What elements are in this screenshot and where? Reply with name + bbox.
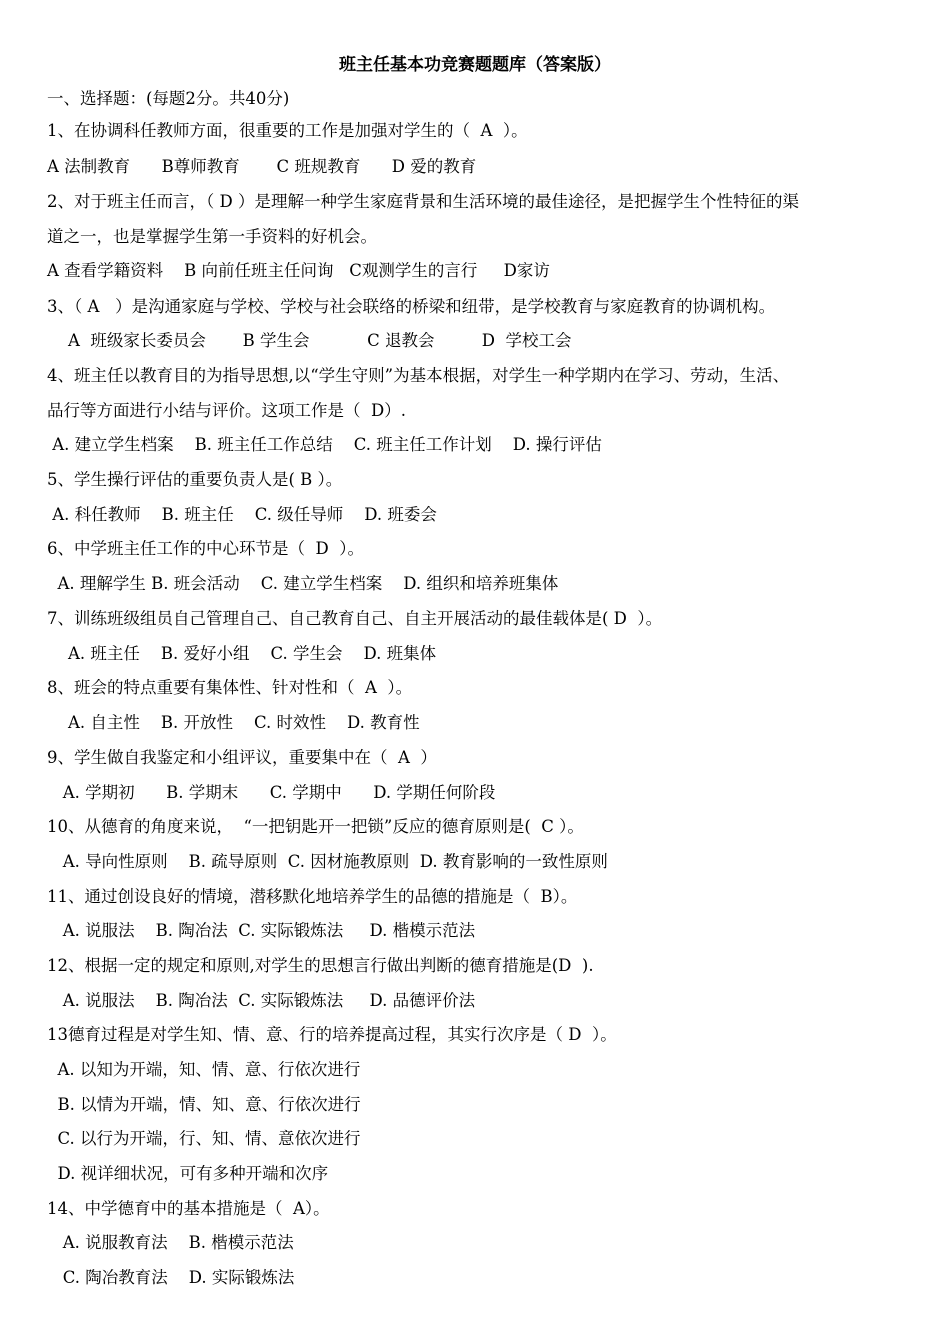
document-line: A. 建立学生档案 B. 班主任工作总结 C. 班主任工作计划 D. 操行评估 — [47, 435, 602, 454]
document-line: 12、根据一定的规定和原则,对学生的思想言行做出判断的德育措施是(D ). — [47, 956, 594, 975]
document-line: A. 班主任 B. 爱好小组 C. 学生会 D. 班集体 — [47, 644, 437, 663]
document-line: A. 说服法 B. 陶冶法 C. 实际锻炼法 D. 品德评价法 — [47, 991, 476, 1010]
document-line: 11、通过创设良好的情境，潜移默化地培养学生的品德的措施是（ B）。 — [47, 887, 578, 906]
document-line: 2、对于班主任而言，（ D ）是理解一种学生家庭背景和生活环境的最佳途径，是把握学生个性特征的渠 — [47, 192, 799, 211]
document-line: 14、中学德育中的基本措施是（ A）。 — [47, 1199, 330, 1218]
document-line: A. 科任教师 B. 班主任 C. 级任导师 D. 班委会 — [47, 505, 437, 524]
document-line: 8、班会的特点重要有集体性、针对性和（ A ）。 — [47, 678, 413, 697]
document-line: 道之一，也是掌握学生第一手资料的好机会。 — [47, 227, 377, 246]
document-line: A. 说服教育法 B. 楷模示范法 — [47, 1233, 294, 1252]
section-heading: 一、选择题：(每题2分。共40分) — [47, 89, 290, 108]
document-line: A. 学期初 B. 学期末 C. 学期中 D. 学期任何阶段 — [47, 783, 496, 802]
document-line: C. 陶冶教育法 D. 实际锻炼法 — [47, 1268, 295, 1287]
document-line: 品行等方面进行小结与评价。这项工作是（ D）. — [47, 401, 406, 420]
document-line: 1、在协调科任教师方面，很重要的工作是加强对学生的（ A ）。 — [47, 121, 528, 140]
document-line: A 查看学籍资料 B 向前任班主任问询 C观测学生的言行 D家访 — [47, 261, 550, 280]
document-line: 4、班主任以教育目的为指导思想,以“学生守则”为基本根据，对学生一种学期内在学习、劳动，生活、 — [47, 366, 790, 385]
document-line: 7、训练班级组员自己管理自己、自己教育自己、自主开展活动的最佳载体是( D ）。 — [47, 609, 663, 628]
document-line: 13德育过程是对学生知、情、意、行的培养提高过程，其实行次序是（ D ）。 — [47, 1025, 617, 1044]
document-line: 6、中学班主任工作的中心环节是（ D ）。 — [47, 539, 364, 558]
document-line: A. 说服法 B. 陶冶法 C. 实际锻炼法 D. 楷模示范法 — [47, 921, 476, 940]
document-line: A. 以知为开端，知、情、意、行依次进行 — [47, 1060, 361, 1079]
document-line: D. 视详细状况，可有多种开端和次序 — [47, 1164, 329, 1183]
document-line: 3、（ A ）是沟通家庭与学校、学校与社会联络的桥梁和纽带，是学校教育与家庭教育的协调机构。 — [47, 297, 776, 316]
document-line: 9、学生做自我鉴定和小组评议，重要集中在（ A ） — [47, 748, 437, 767]
document-line: A. 理解学生 B. 班会活动 C. 建立学生档案 D. 组织和培养班集体 — [47, 574, 559, 593]
document-line: A. 自主性 B. 开放性 C. 时效性 D. 教育性 — [47, 713, 420, 732]
document-line: C. 以行为开端，行、知、情、意依次进行 — [47, 1129, 361, 1148]
document-line: 5、学生操行评估的重要负责人是( B ）。 — [47, 470, 343, 489]
document-line: B. 以情为开端，情、知、意、行依次进行 — [47, 1095, 361, 1114]
document-line: A 班级家长委员会 B 学生会 C 退教会 D 学校工会 — [47, 331, 572, 350]
document-line: A. 导向性原则 B. 疏导原则 C. 因材施教原则 D. 教育影响的一致性原则 — [47, 852, 608, 871]
document-line: 10、从德育的角度来说， “一把钥匙开一把锁”反应的德育原则是( C ）。 — [47, 817, 584, 836]
document-line: A 法制教育 B尊师教育 C 班规教育 D 爱的教育 — [47, 157, 477, 176]
document-title: 班主任基本功竞赛题题库（答案版） — [339, 55, 611, 75]
